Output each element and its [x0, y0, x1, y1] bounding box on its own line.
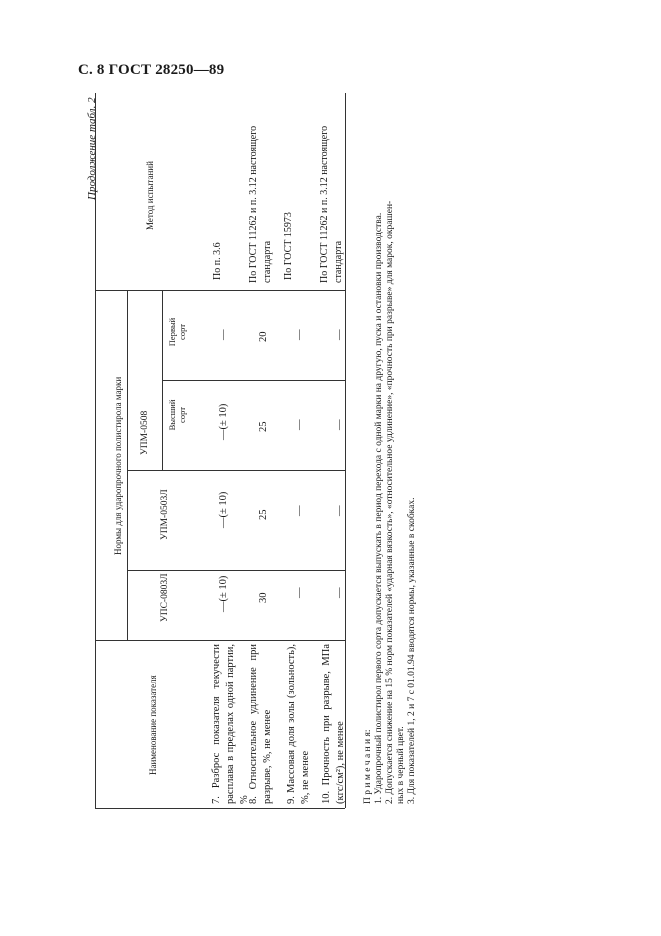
- rule-bottom: [95, 808, 345, 809]
- row-9-ups: —: [294, 587, 305, 598]
- row-7-method: По п. 3.6: [212, 242, 223, 280]
- rule-norms-sub: [127, 290, 128, 640]
- note-1: 1. Ударопрочный полистирол первого сорта допускается выпускать в период перехода с одной марки на другую, пуска и остановки производства.: [374, 212, 384, 804]
- higher-grade-header: Высший сорт: [167, 399, 187, 431]
- indicator-header: Наименование показателя: [148, 675, 158, 775]
- row-10-higher: —: [334, 419, 345, 430]
- row-7-first: —: [218, 329, 229, 340]
- rule-ups-sep: [127, 570, 345, 571]
- row-8-first: 20: [258, 331, 269, 342]
- row-9-name: 9. Массовая доля золы (зольность), %, не менее: [286, 644, 312, 804]
- norms-header: Нормы для ударопрочного полистирола марки: [113, 376, 123, 555]
- note-2-cont: ных в черный цвет.: [396, 726, 406, 804]
- rule-header-sep: [95, 640, 345, 641]
- rule-method-sep: [95, 290, 345, 291]
- continuation-label: Продолжение табл. 2: [86, 97, 98, 200]
- row-10-upm0503: —: [334, 505, 345, 516]
- row-7-name: 7. Разброс показателя текучести расплава в пределах одной партии, %: [211, 644, 251, 804]
- method-header: Метод испытаний: [145, 161, 155, 230]
- page-header: С. 8 ГОСТ 28250—89: [78, 62, 225, 78]
- row-10-first: —: [334, 329, 345, 340]
- note-2: 2. Допускается снижение на 15 % норм показателей «ударная вязкость», «относительное удлинение», «прочность при разрыве» для марок, окрашен-: [385, 200, 395, 804]
- rule-grade-sep: [162, 380, 345, 381]
- row-10-method: По ГОСТ 11262 и п. 3.12 настоящего стандарта: [319, 125, 344, 283]
- row-7-higher: —(± 10): [218, 403, 229, 440]
- upm0503-header: УПМ-0503Л: [160, 489, 170, 540]
- row-9-higher: —: [294, 419, 305, 430]
- note-3: 3. Для показателей 1, 2 и 7 с 01.01.94 вводятся нормы, указанные в скобках.: [407, 497, 417, 804]
- row-9-method: По ГОСТ 15973: [283, 212, 294, 280]
- first-grade-header: Первый сорт: [167, 317, 187, 347]
- row-10-ups: —: [334, 587, 345, 598]
- rule-upm0503-sep: [127, 470, 345, 471]
- row-8-upm0503: 25: [258, 509, 269, 520]
- notes-title: П р и м е ч а н и я:: [363, 729, 373, 804]
- row-7-upm0503: —(± 10): [218, 491, 229, 528]
- row-8-name: 8. Относительное удлинение при разрыве, %, не менее: [248, 644, 274, 804]
- upm0508-header: УПМ-0508: [140, 410, 150, 455]
- row-8-ups: 30: [258, 592, 269, 603]
- row-10-name: 10. Прочность при разрыве, МПа (кгс/см²), не менее: [321, 644, 347, 804]
- row-9-upm0503: —: [294, 505, 305, 516]
- ups-header: УПС-0803Л: [160, 573, 170, 622]
- row-8-higher: 25: [258, 421, 269, 432]
- rule-left: [95, 93, 96, 808]
- row-9-first: —: [294, 329, 305, 340]
- row-8-method: По ГОСТ 11262 и п. 3.12 настоящего стандарта: [248, 125, 273, 283]
- row-7-ups: —(± 10): [218, 575, 229, 612]
